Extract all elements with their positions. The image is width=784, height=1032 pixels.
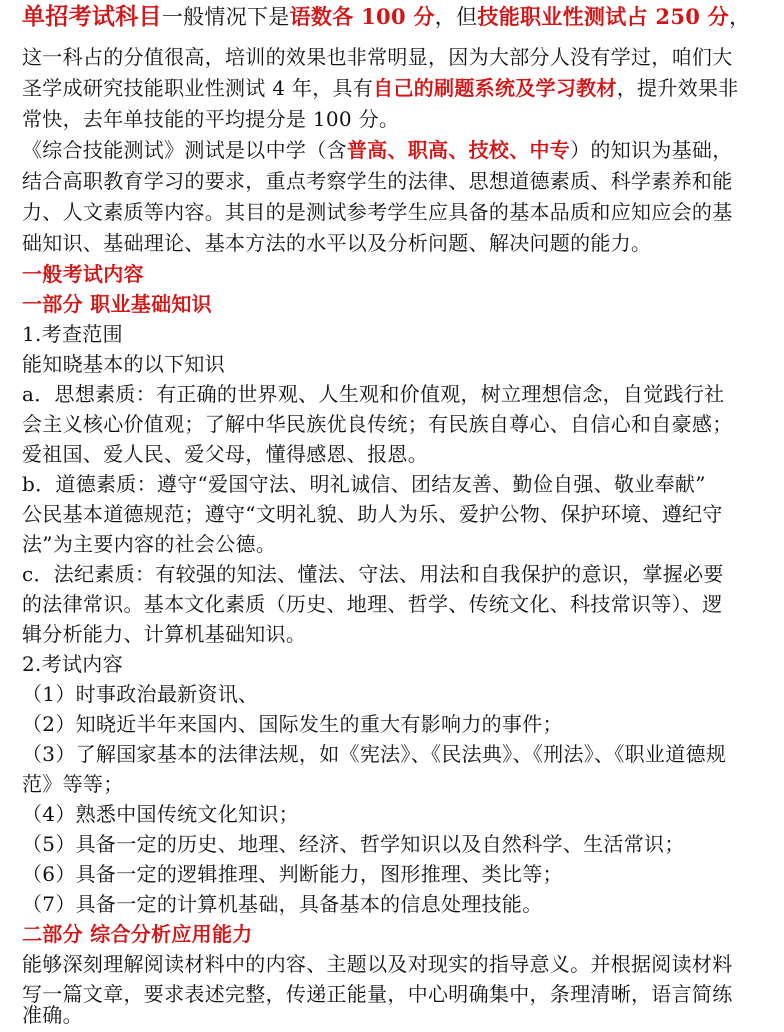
- part2-line-3: 准确。: [22, 1003, 83, 1027]
- heading-part-1: 一部分 职业基础知识: [22, 292, 212, 316]
- school-types-highlight: 普高、职高、技校、中专: [346, 138, 571, 162]
- part2-line-1: 能够深刻理解阅读材料中的内容、主题以及对现实的指导意义。并根据阅读材料: [22, 952, 733, 976]
- content-item-3-line-2: 范》等等；: [22, 772, 124, 796]
- content-item-5: （5）具备一定的历史、地理、经济、哲学知识以及自然科学、生活常识；: [22, 832, 685, 856]
- content-title: 2.考试内容: [22, 652, 123, 676]
- item-b-line-1: b．道德素质：遵守“爱国守法、明礼诚信、团结友善、勤俭自强、敬业奉献”: [22, 472, 706, 496]
- intro-line-8: 础知识、基础理论、基本方法的水平以及分析问题、解决问题的能力。: [22, 231, 652, 255]
- intro-line-6: 结合高职教育学习的要求，重点考察学生的法律、思想道德素质、科学素养和能: [22, 169, 733, 193]
- item-b-line-3: 法”为主要内容的社会公德。: [22, 532, 277, 556]
- intro-line-7: 力、人文素质等内容。其目的是测试参考学生应具备的基本品质和应知应会的基: [22, 200, 733, 224]
- content-item-4: （4）熟悉中国传统文化知识；: [22, 802, 299, 826]
- scope-title: 1.考查范围: [22, 322, 123, 346]
- item-a-line-1: a．思想素质：有正确的世界观、人生观和价值观，树立理想信念，自觉践行社: [22, 382, 725, 406]
- item-c-line-2: 的法律常识。基本文化素质（历史、地理、哲学、传统文化、科技常识等）、逻: [22, 592, 723, 616]
- content-item-7: （7）具备一定的计算机基础，具备基本的信息处理技能。: [22, 892, 543, 916]
- part2-line-2: 写一篇文章，要求表述完整，传递正能量，中心明确集中，条理清晰，语言简练: [22, 982, 733, 1006]
- item-c-line-3: 辑分析能力、计算机基础知识。: [22, 622, 307, 646]
- content-item-3-line-1: （3）了解国家基本的法律法规，如《宪法》、《民法典》、《刑法》、《职业道德规: [22, 742, 727, 766]
- intro-line-5: 《综合技能测试》测试是以中学（含普高、职高、技校、中专）的知识为基础，: [22, 138, 733, 162]
- content-item-6: （6）具备一定的逻辑推理、判断能力，图形推理、类比等；: [22, 862, 563, 886]
- intro-line-3: 圣学成研究技能职业性测试 4 年，具有自己的刷题系统及学习教材，提升效果非: [22, 76, 739, 100]
- item-b-line-2: 公民基本道德规范；遵守“文明礼貌、助人为乐、爱护公物、保护环境、遵纪守: [22, 502, 723, 526]
- heading-general-content: 一般考试内容: [22, 262, 144, 286]
- training-system-highlight: 自己的刷题系统及学习教材: [373, 76, 617, 100]
- item-a-line-2: 会主义核心价值观；了解中华民族优良传统；有民族自尊心、自信心和自豪感；: [22, 412, 733, 436]
- skill-test-score: 技能职业性测试占 250 分: [477, 4, 730, 29]
- content-item-2: （2）知晓近半年来国内、国际发生的重大有影响力的事件；: [22, 712, 563, 736]
- item-c-line-1: c．法纪素质：有较强的知法、懂法、守法、用法和自我保护的意识，掌握必要: [22, 562, 724, 586]
- intro-line-4: 常快，去年单技能的平均提分是 100 分。: [22, 107, 400, 131]
- chinese-math-score: 语数各 100 分: [289, 4, 435, 29]
- intro-line-1: 单招考试科目一般情况下是语数各 100 分，但技能职业性测试占 250 分，: [22, 3, 751, 30]
- item-a-line-3: 爱祖国、爱人民、爱父母，懂得感恩、报恩。: [22, 442, 428, 466]
- scope-intro: 能知晓基本的以下知识: [22, 352, 225, 376]
- content-item-1: （1）时事政治最新资讯、: [22, 682, 259, 706]
- intro-line-2: 这一科占的分值很高，培训的效果也非常明显，因为大部分人没有学过，咱们大: [22, 45, 733, 69]
- heading-part-2: 二部分 综合分析应用能力: [22, 922, 253, 946]
- exam-subject-label: 单招考试科目: [22, 3, 162, 30]
